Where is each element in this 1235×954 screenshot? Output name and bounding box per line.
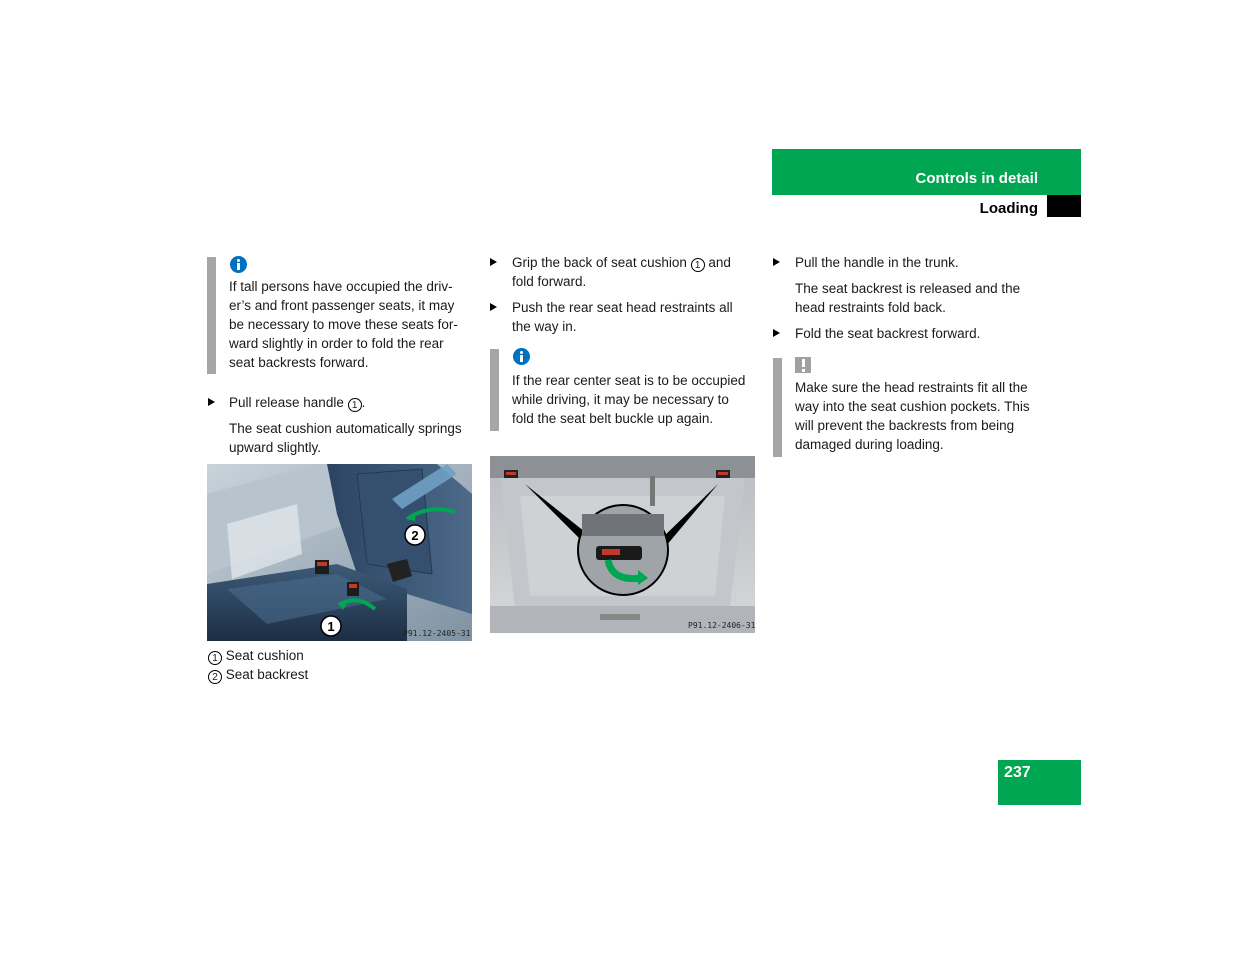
legend-item: 1 Seat cushion [208, 646, 304, 665]
step-grip-seat-cushion: Grip the back of seat cushion 1 and fold forward. [512, 255, 731, 289]
page-number: 237 [1004, 764, 1031, 781]
info-note-bar [490, 349, 499, 431]
step-fold-backrest: Fold the seat backrest forward. [795, 326, 981, 341]
bullet-icon [490, 258, 497, 266]
info-icon [230, 256, 247, 273]
step-pull-release-handle: Pull release handle 1 . [229, 395, 366, 411]
svg-text:1: 1 [327, 619, 335, 634]
rear-seat-photo [207, 464, 472, 641]
bullet-icon [490, 303, 497, 311]
step-push-head-restraints: Push the rear seat head restraints all the way in. [512, 300, 733, 334]
subsection-title: Loading [979, 200, 1038, 217]
step-result-text: The seat cushion automatically springs upward slightly. [229, 421, 462, 455]
svg-text:2: 2 [411, 528, 419, 543]
legend-item: 2 Seat backrest [208, 665, 308, 684]
warning-note-bar [773, 358, 782, 457]
bullet-icon [208, 398, 215, 406]
info-note-bar [207, 257, 216, 374]
info-icon [513, 348, 530, 365]
ref-callout: 1 [348, 398, 362, 412]
warning-note-text: Make sure the head restraints fit all the way into the seat cushion pockets. This will prevent the backrests from being damaged during loading. [795, 380, 1030, 452]
legend-number: 1 [208, 651, 222, 665]
bullet-icon [773, 329, 780, 337]
callout-1 [321, 616, 341, 636]
callout-2 [405, 525, 425, 545]
ref-callout: 1 [691, 258, 705, 272]
trunk-photo [490, 456, 755, 633]
step-result-text: The seat backrest is released and the head restraints fold back. [795, 281, 1021, 315]
warning-icon [795, 357, 811, 373]
photo-code: P91.12-2406-31 [688, 621, 755, 630]
subsection-marker [1047, 195, 1081, 217]
info-note-text: If the rear center seat is to be occupied while driving, it may be necessary to fold the seat belt buckle up again. [512, 373, 746, 426]
step-pull-trunk-handle: Pull the handle in the trunk. [795, 255, 959, 270]
section-title: Controls in detail [915, 170, 1038, 187]
bullet-icon [773, 258, 780, 266]
legend-number: 2 [208, 670, 222, 684]
photo-code: P91.12-2405-31 [403, 629, 471, 638]
info-note-text: If tall persons have occupied the driv- er’s and front passenger seats, it may be necessary to move these seats for- ward slightly in order to fold the rear seat backrests forward. [229, 279, 458, 370]
